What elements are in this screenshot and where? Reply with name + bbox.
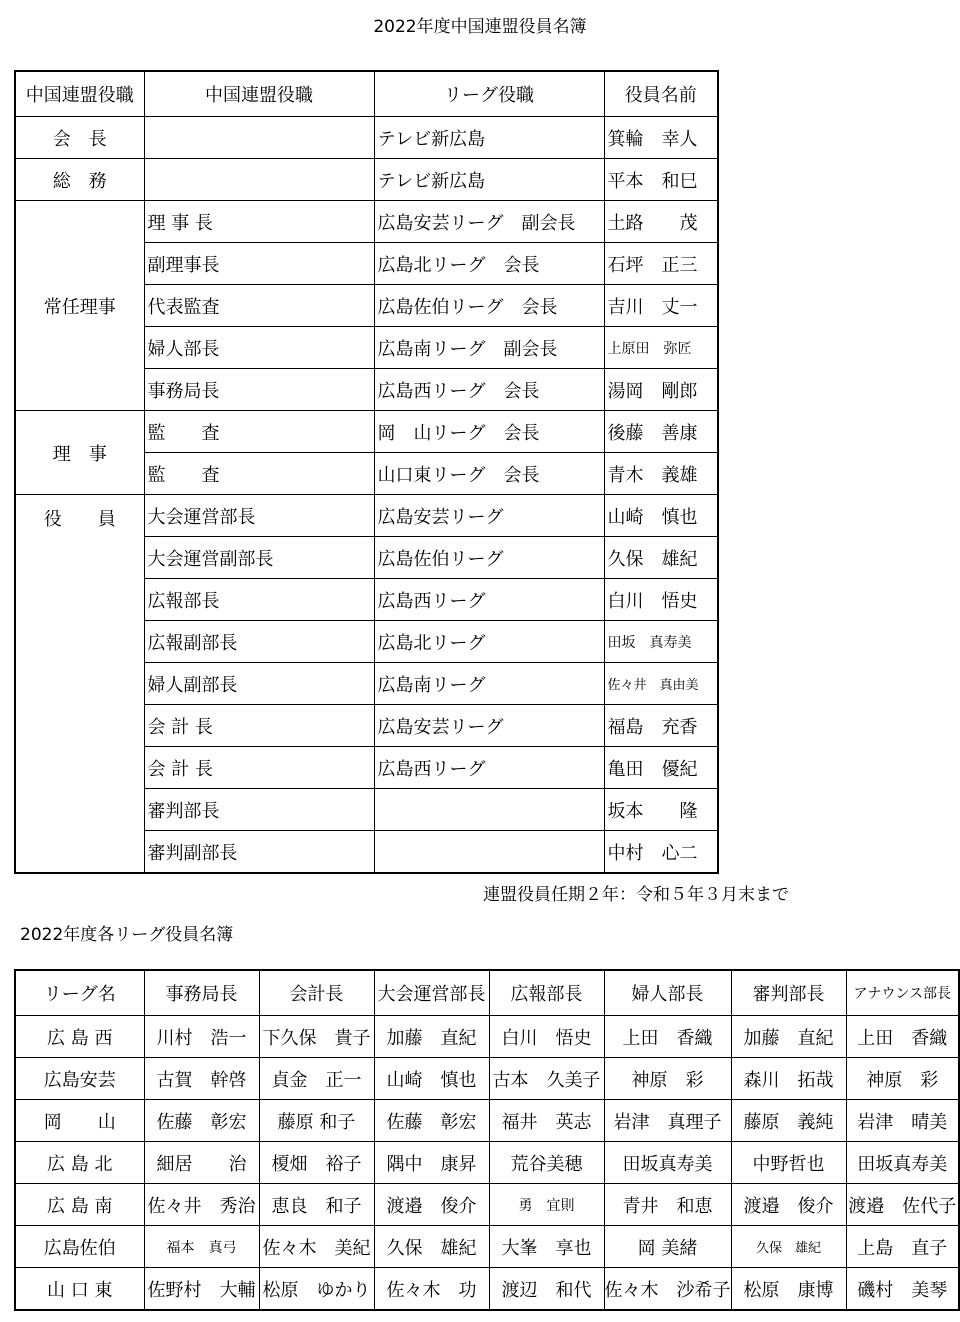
officer-name-cell: 恵良 和子: [259, 1184, 374, 1226]
position-cell: 広報副部長: [144, 621, 374, 663]
league-table-title: 2022年度各リーグ役員名簿: [20, 925, 234, 945]
table-row: [15, 1058, 959, 1100]
header-cell: 広報部長: [489, 970, 604, 1016]
table-row: [15, 495, 718, 537]
officer-name-cell: 久保 雄紀: [731, 1226, 846, 1268]
name-cell: 土路 茂: [604, 201, 718, 243]
group-label: 常任理事: [15, 201, 144, 411]
name-cell: 白川 悟史: [604, 579, 718, 621]
name-cell: 福島 充香: [604, 705, 718, 747]
name-cell: 田坂 真寿美: [604, 621, 718, 663]
league-role-cell: 広島安芸リーグ: [374, 495, 604, 537]
header-cell: 会計長: [259, 970, 374, 1016]
position-cell: 会 計 長: [144, 705, 374, 747]
leagues-table: [14, 969, 960, 1311]
officers-table: [14, 70, 719, 874]
header-cell: 大会運営部長: [374, 970, 489, 1016]
name-cell: 久保 雄紀: [604, 537, 718, 579]
officer-name-cell: 上島 直子: [846, 1226, 959, 1268]
officer-name-cell: 渡邉 佐代子: [846, 1184, 959, 1226]
header-cell: リーグ役職: [374, 71, 604, 117]
officer-name-cell: 藤原 和子: [259, 1100, 374, 1142]
group-label: 役 員: [15, 495, 144, 874]
officer-name-cell: 加藤 直紀: [374, 1016, 489, 1058]
officer-name-cell: 藤原 義純: [731, 1100, 846, 1142]
league-role-cell: テレビ新広島: [374, 117, 604, 159]
league-name-cell: 広 島 北: [15, 1142, 144, 1184]
league-role-cell: 広島安芸リーグ 副会長: [374, 201, 604, 243]
officer-name-cell: 青井 和恵: [604, 1184, 731, 1226]
league-role-cell: テレビ新広島: [374, 159, 604, 201]
position-cell: 大会運営副部長: [144, 537, 374, 579]
officer-name-cell: 山崎 慎也: [374, 1058, 489, 1100]
officer-name-cell: 加藤 直紀: [731, 1016, 846, 1058]
officer-name-cell: 岡 美緒: [604, 1226, 731, 1268]
league-name-cell: 広 島 西: [15, 1016, 144, 1058]
officer-name-cell: 川村 浩一: [144, 1016, 259, 1058]
table-row: [15, 1184, 959, 1226]
position-cell: 代表監査: [144, 285, 374, 327]
position-cell: 広報部長: [144, 579, 374, 621]
header-cell: 婦人部長: [604, 970, 731, 1016]
officer-name-cell: 田坂真寿美: [846, 1142, 959, 1184]
officer-name-cell: 上田 香織: [604, 1016, 731, 1058]
officer-name-cell: 森川 拓哉: [731, 1058, 846, 1100]
page-title: 2022年度中国連盟役員名簿: [373, 17, 587, 37]
officer-name-cell: 下久保 貴子: [259, 1016, 374, 1058]
league-role-cell: 岡 山リーグ 会長: [374, 411, 604, 453]
officer-name-cell: 細居 治: [144, 1142, 259, 1184]
position-cell: 理 事 長: [144, 201, 374, 243]
officer-name-cell: 佐野村 大輔: [144, 1268, 259, 1311]
table-row: [15, 1226, 959, 1268]
league-role-cell: [374, 789, 604, 831]
officer-name-cell: 渡辺 和代: [489, 1268, 604, 1311]
league-role-cell: 広島西リーグ 会長: [374, 369, 604, 411]
officer-name-cell: 松原 ゆかり: [259, 1268, 374, 1311]
position-cell: 審判部長: [144, 789, 374, 831]
officer-name-cell: 大峯 享也: [489, 1226, 604, 1268]
table-row: [15, 201, 718, 243]
name-cell: 箕輪 幸人: [604, 117, 718, 159]
league-role-cell: 広島南リーグ: [374, 663, 604, 705]
league-role-cell: 広島北リーグ 会長: [374, 243, 604, 285]
league-role-cell: 広島南リーグ 副会長: [374, 327, 604, 369]
officer-name-cell: 貞金 正一: [259, 1058, 374, 1100]
officer-name-cell: 古賀 幹啓: [144, 1058, 259, 1100]
term-note: 連盟役員任期２年：令和５年３月末まで: [483, 885, 789, 905]
name-cell: 青木 義雄: [604, 453, 718, 495]
officer-name-cell: 古本 久美子: [489, 1058, 604, 1100]
league-role-cell: 広島安芸リーグ: [374, 705, 604, 747]
group-label: 会 長: [15, 117, 144, 159]
league-role-cell: 広島佐伯リーグ 会長: [374, 285, 604, 327]
officer-name-cell: 佐々木 功: [374, 1268, 489, 1311]
header-cell: 審判部長: [731, 970, 846, 1016]
position-cell: [144, 159, 374, 201]
league-role-cell: 広島西リーグ: [374, 579, 604, 621]
officer-name-cell: 佐々井 秀治: [144, 1184, 259, 1226]
name-cell: 吉川 丈一: [604, 285, 718, 327]
name-cell: 中村 心二: [604, 831, 718, 874]
officer-name-cell: 渡邉 俊介: [731, 1184, 846, 1226]
position-cell: 副理事長: [144, 243, 374, 285]
header-cell: アナウンス部長: [846, 970, 959, 1016]
name-cell: 佐々井 真由美: [604, 663, 718, 705]
league-role-cell: 山口東リーグ 会長: [374, 453, 604, 495]
officer-name-cell: 佐藤 彰宏: [374, 1100, 489, 1142]
officer-name-cell: 荒谷美穂: [489, 1142, 604, 1184]
officer-name-cell: 勇 宜則: [489, 1184, 604, 1226]
officer-name-cell: 岩津 晴美: [846, 1100, 959, 1142]
officer-name-cell: 岩津 真理子: [604, 1100, 731, 1142]
group-label: 総 務: [15, 159, 144, 201]
officer-name-cell: 白川 悟史: [489, 1016, 604, 1058]
officer-name-cell: 佐藤 彰宏: [144, 1100, 259, 1142]
table-row: [15, 159, 718, 201]
officer-name-cell: 神原 彩: [604, 1058, 731, 1100]
league-name-cell: 広 島 南: [15, 1184, 144, 1226]
table-row: [15, 1100, 959, 1142]
league-name-cell: 山 口 東: [15, 1268, 144, 1311]
officer-name-cell: 佐々木 美紀: [259, 1226, 374, 1268]
officers-header-row: [15, 71, 718, 117]
position-cell: 審判副部長: [144, 831, 374, 874]
officer-name-cell: 佐々木 沙希子: [604, 1268, 731, 1311]
officer-name-cell: 福本 真弓: [144, 1226, 259, 1268]
officer-name-cell: 福井 英志: [489, 1100, 604, 1142]
header-cell: 中国連盟役職: [144, 71, 374, 117]
league-role-cell: [374, 831, 604, 874]
table-row: [15, 411, 718, 453]
position-cell: 婦人部長: [144, 327, 374, 369]
league-name-cell: 広島佐伯: [15, 1226, 144, 1268]
table-row: [15, 1268, 959, 1311]
position-cell: 事務局長: [144, 369, 374, 411]
league-role-cell: 広島佐伯リーグ: [374, 537, 604, 579]
table-row: [15, 1016, 959, 1058]
officer-name-cell: 榎畑 裕子: [259, 1142, 374, 1184]
position-cell: 監 査: [144, 411, 374, 453]
name-cell: 湯岡 剛郎: [604, 369, 718, 411]
league-name-cell: 広島安芸: [15, 1058, 144, 1100]
name-cell: 上原田 弥匠: [604, 327, 718, 369]
header-cell: 中国連盟役職: [15, 71, 144, 117]
name-cell: 石坪 正三: [604, 243, 718, 285]
name-cell: 亀田 優紀: [604, 747, 718, 789]
officer-name-cell: 隅中 康昇: [374, 1142, 489, 1184]
position-cell: 監 査: [144, 453, 374, 495]
table-row: [15, 1142, 959, 1184]
position-cell: 大会運営部長: [144, 495, 374, 537]
name-cell: 坂本 隆: [604, 789, 718, 831]
header-cell: 事務局長: [144, 970, 259, 1016]
name-cell: 平本 和巳: [604, 159, 718, 201]
officer-name-cell: 渡邉 俊介: [374, 1184, 489, 1226]
table-row: [15, 117, 718, 159]
officer-name-cell: 久保 雄紀: [374, 1226, 489, 1268]
league-name-cell: 岡 山: [15, 1100, 144, 1142]
group-label: 理 事: [15, 411, 144, 495]
officer-name-cell: 上田 香織: [846, 1016, 959, 1058]
officer-name-cell: 中野哲也: [731, 1142, 846, 1184]
officer-name-cell: 神原 彩: [846, 1058, 959, 1100]
officer-name-cell: 磯村 美琴: [846, 1268, 959, 1311]
name-cell: 山崎 慎也: [604, 495, 718, 537]
leagues-header-row: [15, 970, 959, 1016]
league-role-cell: 広島西リーグ: [374, 747, 604, 789]
officer-name-cell: 田坂真寿美: [604, 1142, 731, 1184]
position-cell: 婦人副部長: [144, 663, 374, 705]
position-cell: 会 計 長: [144, 747, 374, 789]
league-role-cell: 広島北リーグ: [374, 621, 604, 663]
position-cell: [144, 117, 374, 159]
name-cell: 後藤 善康: [604, 411, 718, 453]
officer-name-cell: 松原 康博: [731, 1268, 846, 1311]
header-cell: 役員名前: [604, 71, 718, 117]
header-cell: リーグ名: [15, 970, 144, 1016]
